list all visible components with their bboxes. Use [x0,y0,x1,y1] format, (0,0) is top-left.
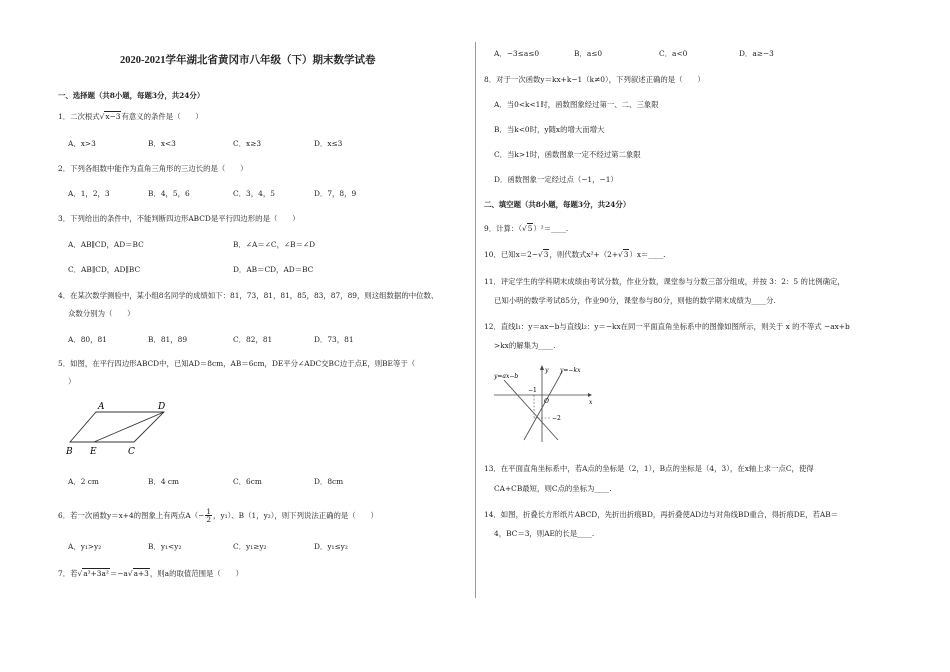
section-fill-in: 二、填空题（共8小题，每题3分，共24分） [484,200,631,209]
exam-title: 2020-2021学年湖北省黄冈市八年级（下）期末数学试卷 [120,55,376,66]
q5-option-d[interactable]: D．8cm [314,477,344,486]
q6-option-b[interactable]: B．y₁<y₂ [148,542,182,551]
parallelogram-figure [66,398,181,460]
section-multiple-choice: 一、选择题（共8小题，每题3分，共24分） [58,91,205,100]
q3-option-d[interactable]: D．AB＝CD，AD＝BC [233,265,314,274]
label-e: E [90,447,97,457]
label-l2: y=−kx [560,367,581,374]
parallelogram-abcd [70,412,164,442]
q4-option-d[interactable]: D．73，81 [314,335,354,344]
question-5-line-1: 5．如图，在平行四边形ABCD中，已知AD＝8cm，AB＝6cm，DE平分∠ADC交BC边于点E，则BE等于（ [58,359,416,368]
question-10: 10．已知x＝2−√3，则代数式x²+（2+√3）x＝____. [484,250,666,259]
q4-option-b[interactable]: B．81，89 [148,335,188,344]
segment-de [94,412,164,442]
label-y: y [545,367,549,374]
q12-graph [492,362,602,444]
y-axis-arrow [540,365,544,370]
tick-minus-2: −2 [552,415,561,422]
question-4-line-1: 4．在某次数学测验中，某小组8名同学的成绩如下：81，73，81，81，85，83，87，89，则这组数据的中位数、 [58,291,439,300]
q2-option-d[interactable]: D．7，8，9 [314,189,357,198]
column-divider [475,42,476,598]
question-1: 1．二次根式√x−3有意义的条件是（ ） [58,112,203,121]
question-5-line-2: ） [68,377,76,386]
q5-option-a[interactable]: A．2 cm [68,477,99,486]
question-7: 7．若√a³+3a²＝−a√a+3，则a的取值范围是（ ） [58,569,243,578]
q1-option-a[interactable]: A．x>3 [68,139,96,148]
question-11-line-1: 11．评定学生的学科期末成绩由考试分数，作业分数，课堂参与分数三部分组成，并按 3：2：5 的比例确定， [484,277,845,286]
q5-option-b[interactable]: B．4 cm [148,477,180,486]
q5-option-c[interactable]: C．6cm [233,477,262,486]
q3-option-c[interactable]: C．AB∥CD，AD∥BC [68,265,141,274]
label-x: x [589,399,593,406]
q2-option-c[interactable]: C．3，4，5 [233,189,275,198]
q7-option-b[interactable]: B．a≤0 [574,49,603,58]
question-12-line-1: 12．直线l₁：y＝ax−b与直线l₂：y＝−kx在同一平面直角坐标系中的图像如图所示，则关于 x 的不等式 −ax+b [484,322,850,331]
q7-option-d[interactable]: D．a≥−3 [739,49,774,58]
q8-option-c[interactable]: C．当k>1时，函数图象一定不经过第二象限 [494,150,641,159]
x-axis-arrow [588,393,592,397]
q6-option-c[interactable]: C．y₁≥y₂ [233,542,267,551]
q4-option-c[interactable]: C．82，81 [233,335,273,344]
question-9: 9．计算：（√5）²＝____. [484,224,569,233]
question-2: 2．下列各组数中能作为直角三角形的三边长的是（ ） [58,164,248,173]
q1-option-c[interactable]: C．x≥3 [233,139,262,148]
question-3: 3．下列给出的条件中，不能判断四边形ABCD是平行四边形的是（ ） [58,214,300,223]
q7-option-a[interactable]: A．−3≤a≤0 [494,49,540,58]
q2-option-a[interactable]: A．1，2，3 [68,189,110,198]
question-12-line-2: >kx的解集为____. [494,341,556,350]
question-14-line-2: 4，BC＝3，则AE的长是____. [494,529,595,538]
label-a: A [98,402,105,412]
label-c: C [128,447,135,457]
question-13-line-2: CA+CB最短，则C点的坐标为____. [494,484,612,493]
question-8: 8．对于一次函数y＝kx+k−1（k≠0），下列叙述正确的是（ ） [484,75,705,84]
q7-option-c[interactable]: C．a<0 [659,49,688,58]
question-11-line-2: 已知小明的数学考试85分，作业90分，课堂参与80分，则他的数学期末成绩为____分. [494,296,776,305]
q8-option-d[interactable]: D．函数图象一定经过点（−1，−1） [494,175,618,184]
q4-option-a[interactable]: A．80，81 [68,335,107,344]
label-d: D [158,402,166,412]
line-l2 [524,372,562,440]
label-origin: O [544,398,549,405]
tick-minus-1: −1 [528,387,537,394]
label-l1: y=ax−b [494,373,519,380]
q1-option-d[interactable]: D．x≤3 [314,139,343,148]
q3-option-b[interactable]: B．∠A＝∠C，∠B＝∠D [233,240,316,249]
question-6: 6．若一次函数y＝x+4的图象上有两点A（− $\frac{1}{2}$ ，y₁）、B（1，y₂），则下列说法正确的是（ ） [58,507,378,525]
q6-option-a[interactable]: A．y₁>y₂ [68,542,102,551]
question-13-line-1: 13．在平面直角坐标系中，若A点的坐标是（2，1），B点的坐标是（4，3），在x轴上求一点C，使得 [484,464,814,473]
q6-option-d[interactable]: D．y₁≤y₂ [314,542,348,551]
q1-option-b[interactable]: B．x<3 [148,139,176,148]
q8-option-b[interactable]: B．当k<0时，y随x的增大而增大 [494,125,605,134]
question-4-line-2: 众数分别为（ ） [68,309,135,318]
label-b: B [66,447,73,457]
q3-option-a[interactable]: A．AB∥CD，AD＝BC [68,240,144,249]
fraction-one-half: $\frac{1}{2}$ [206,507,212,525]
question-14-line-1: 14．如图，折叠长方形纸片ABCD，先折出折痕BD，再折叠使AD边与对角线BD重合，得折痕DE，若AB＝ [484,510,839,519]
q2-option-b[interactable]: B．4，5，6 [148,189,190,198]
q8-option-a[interactable]: A．当0<k<1时，函数图象经过第一、二、三象限 [494,100,659,109]
